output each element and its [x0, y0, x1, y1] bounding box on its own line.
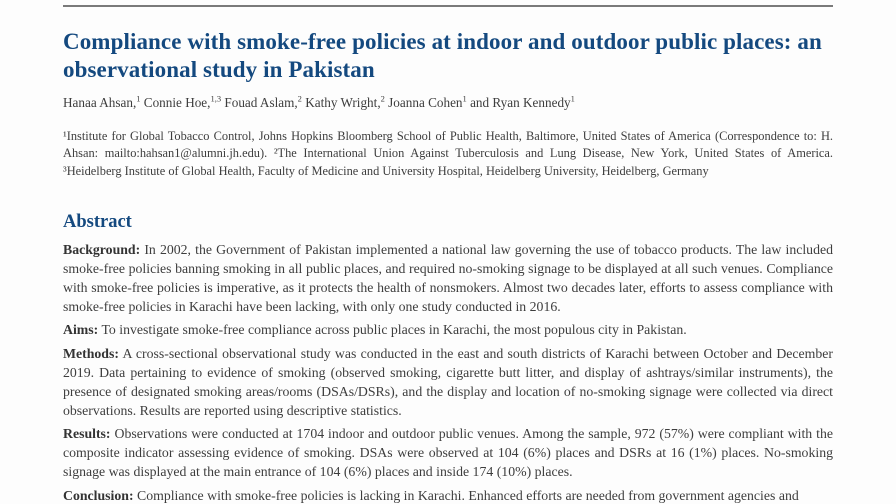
abstract-section-methods: Methods: A cross-sectional observational study was conducted in the east and south districts of Karachi between October and December 2019. Data pertaining to evidence of smoking (observed smoking, cigarette butt litter, and display of ashtrays/similar instruments), the presence of designated smoking areas/rooms (DSAs/DSRs), and the display and location of no-smoking signage were collected via direct observations. Results are reported using descriptive statistics. [63, 345, 833, 418]
header-rule [63, 5, 833, 7]
affiliations: ¹Institute for Global Tobacco Control, Johns Hopkins Bloomberg School of Public Health, Baltimore, United States of America (Correspondence to: H. Ahsan: mailto:hahsan1@alumni.jh.edu). ²The International Union Against Tuberculosis and Lung Disease, New York, United States of America. ³Heidelberg Institute of Global Health, Faculty of Medicine and University Hospital, Heidelberg University, Heidelberg, Germany [63, 129, 833, 178]
author: Kathy Wright,$^2$ [301, 93, 385, 110]
author: and Ryan Kennedy$^1$ [466, 93, 575, 110]
author: Connie Hoe,$^{1,3}$ [140, 93, 222, 110]
article-title: Compliance with smoke-free policies at indoor and outdoor public places: an observational study in Pakistan [63, 29, 822, 82]
author-affiliation-marker: 2 [380, 93, 385, 104]
journal-article-page [0, 5, 896, 504]
abstract-body [63, 240, 833, 504]
section-label: Methods: [63, 345, 119, 361]
section-label: Background: [63, 241, 141, 257]
author-affiliation-marker: 2 [297, 93, 302, 104]
author-line [63, 94, 833, 111]
author-affiliation-marker: 1 [570, 93, 575, 104]
author-affiliation-marker: 1 [136, 93, 141, 104]
author: Fouad Aslam,$^2$ [221, 93, 302, 110]
abstract-section-conclusion: Conclusion: Compliance with smoke-free policies is lacking in Karachi. Enhanced efforts are needed from government agencies and [63, 487, 799, 503]
abstract-heading: Abstract [63, 211, 132, 232]
author: Joanna Cohen$^1$ [384, 93, 467, 110]
section-label: Conclusion: [63, 487, 134, 503]
section-label: Aims: [63, 322, 99, 338]
abstract-section-background: Background: In 2002, the Government of Pakistan implemented a national law governing the use of tobacco products. The law included smoke-free policies banning smoking in all public places, and required no-smoking signage to be displayed at all such venues. Compliance with smoke-free policies is imperative, as it protects the health of nonsmokers. Almost two decades later, efforts to assess compliance with smoke-free policies in Karachi have been lacking, with only one study conducted in 2016. [63, 241, 833, 314]
author-affiliation-marker: 1 [462, 93, 467, 104]
section-label: Results: [63, 426, 111, 442]
author: Hanaa Ahsan,$^1$ [63, 93, 141, 110]
abstract-section-aims: Aims: To investigate smoke-free compliance across public places in Karachi, the most populous city in Pakistan. [63, 322, 687, 338]
author-affiliation-marker: 1,3 [210, 93, 222, 104]
abstract-section-results: Results: Observations were conducted at 1704 indoor and outdoor public venues. Among the sample, 972 (57%) were compliant with the composite indicator assessing evidence of smoking. DSAs were observed at 104 (6%) places and DSRs at 16 (1%) places. No-smoking signage was displayed at the main entrance of 104 (6%) places and inside 174 (10%) places. [63, 426, 833, 480]
